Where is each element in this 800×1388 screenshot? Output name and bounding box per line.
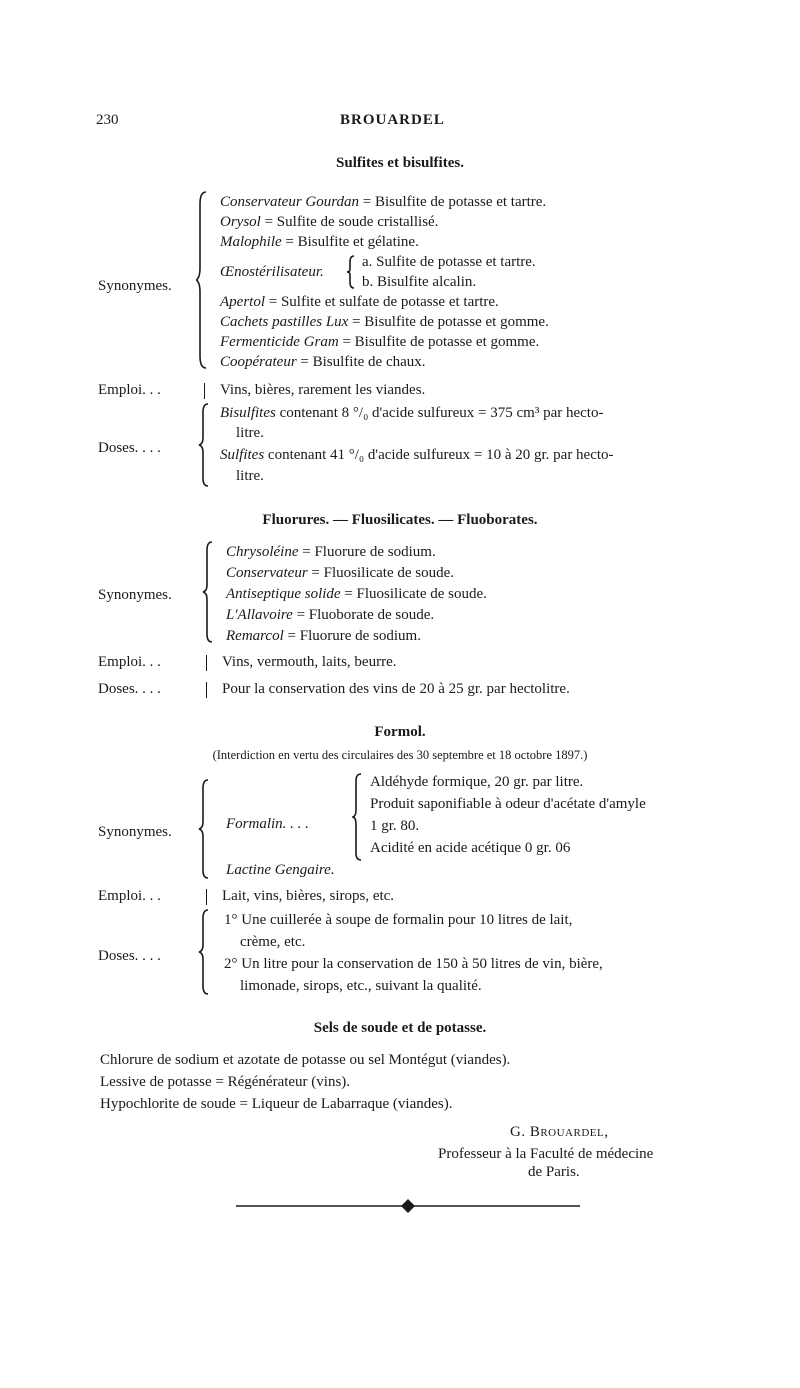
doses-label: Doses. . . .: [98, 681, 161, 697]
section-title-sels: Sels de soude et de potasse.: [313, 1020, 487, 1036]
dose-line-cont: litre.: [236, 468, 264, 484]
emploi-label: Emploi. . .: [98, 654, 161, 670]
emploi-label: Emploi. . .: [98, 888, 161, 904]
brace-left-synonymes-2: [202, 540, 218, 644]
synonym-line: L'Allavoire = Fluoborate de soude.: [226, 607, 435, 623]
brace-left-doses-1: [198, 402, 214, 488]
synonym-name: Œnostérilisateur.: [220, 264, 324, 280]
separator-bar: [204, 383, 205, 399]
separator-bar: [206, 655, 207, 671]
ornamental-divider: [236, 1196, 580, 1216]
separator-bar: [206, 682, 207, 698]
synonym-variant-b: b. Bisulfite alcalin.: [362, 274, 477, 290]
synonym-line: Conservateur = Fluosilicate de soude.: [226, 565, 455, 581]
sels-line: Hypochlorite de soude = Liqueur de Labarraque (viandes).: [100, 1096, 453, 1112]
emploi-label: Emploi. . .: [98, 382, 161, 398]
signature-role-2: de Paris.: [528, 1164, 580, 1180]
doses-label: Doses. . . .: [98, 440, 161, 456]
dose-line-cont: crème, etc.: [240, 934, 306, 950]
synonym-line: Conservateur Gourdan = Bisulfite de potasse et tartre.: [220, 194, 547, 210]
doses-label: Doses. . . .: [98, 948, 161, 964]
synonym-line: Chrysoléine = Fluorure de sodium.: [226, 544, 436, 560]
synonym-line: Remarcol = Fluorure de sodium.: [226, 628, 421, 644]
synonym-line: Antiseptique solide = Fluosilicate de soude.: [226, 586, 487, 602]
synonym-variant-a: a. Sulfite de potasse et tartre.: [362, 254, 536, 270]
formalin-item: Aldéhyde formique, 20 gr. par litre.: [370, 774, 584, 790]
emploi-text: Lait, vins, bières, sirops, etc.: [222, 888, 395, 904]
sels-line: Lessive de potasse = Régénérateur (vins).: [100, 1074, 351, 1090]
running-title: BROUARDEL: [340, 112, 445, 128]
synonym-line: Fermenticide Gram = Bisulfite de potasse et gomme.: [220, 334, 540, 350]
synonym-line: Orysol = Sulfite de soude cristallisé.: [220, 214, 439, 230]
formalin-item: Acidité en acide acétique 0 gr. 06: [370, 840, 571, 856]
sels-line: Chlorure de sodium et azotate de potasse ou sel Montégut (viandes).: [100, 1052, 511, 1068]
synonym-line: Cachets pastilles Lux = Bisulfite de potasse et gomme.: [220, 314, 549, 330]
dose-line: Bisulfites contenant 8 °/₀ d'acide sulfureux = 375 cm³ par hecto-: [220, 405, 604, 421]
page-number: 230: [96, 112, 119, 128]
synonym-line: Apertol = Sulfite et sulfate de potasse et tartre.: [220, 294, 499, 310]
emploi-text: Vins, vermouth, laits, beurre.: [222, 654, 397, 670]
brace-left-synonymes-3: [198, 778, 214, 880]
emploi-text: Vins, bières, rarement les viandes.: [220, 382, 426, 398]
synonym-line: Malophile = Bisulfite et gélatine.: [220, 234, 419, 250]
section-title-sulfites: Sulfites et bisulfites.: [336, 155, 464, 171]
dose-line-cont: limonade, sirops, etc., suivant la qualité.: [240, 978, 482, 994]
dose-line: Sulfites contenant 41 °/₀ d'acide sulfureux = 10 à 20 gr. par hecto-: [220, 447, 614, 463]
signature-name: G. Brouardel,: [510, 1124, 609, 1140]
dose-line: 1° Une cuillerée à soupe de formalin pour 10 litres de lait,: [224, 912, 573, 928]
brace-left-doses-3: [198, 908, 214, 996]
interdiction-note: (Interdiction en vertu des circulaires des 30 septembre et 18 octobre 1897.): [212, 748, 588, 762]
section-title-fluorures: Fluorures. — Fluosilicates. — Fluoborates.: [262, 512, 538, 528]
synonymes-label: Synonymes.: [98, 587, 172, 603]
synonymes-label: Synonymes.: [98, 278, 172, 294]
dose-line-cont: litre.: [236, 425, 264, 441]
brace-small-oenosterilisateur: [346, 254, 356, 290]
formalin-item: Produit saponifiable à odeur d'acétate d'amyle: [370, 796, 646, 812]
doses-text: Pour la conservation des vins de 20 à 25 gr. par hectolitre.: [222, 681, 570, 697]
synonym-line: Coopérateur = Bisulfite de chaux.: [220, 354, 426, 370]
signature-role: Professeur à la Faculté de médecine: [438, 1146, 654, 1162]
formalin-item: 1 gr. 80.: [370, 818, 420, 834]
dose-line: 2° Un litre pour la conservation de 150 à 50 litres de vin, bière,: [224, 956, 603, 972]
brace-left-synonymes-1: [196, 190, 214, 370]
section-title-formol: Formol.: [374, 724, 426, 740]
synonymes-label: Synonymes.: [98, 824, 172, 840]
formalin-label: Formalin. . . .: [226, 816, 309, 832]
brace-left-formalin: [352, 772, 366, 862]
synonym-lactine: Lactine Gengaire.: [226, 862, 335, 878]
separator-bar: [206, 889, 207, 905]
